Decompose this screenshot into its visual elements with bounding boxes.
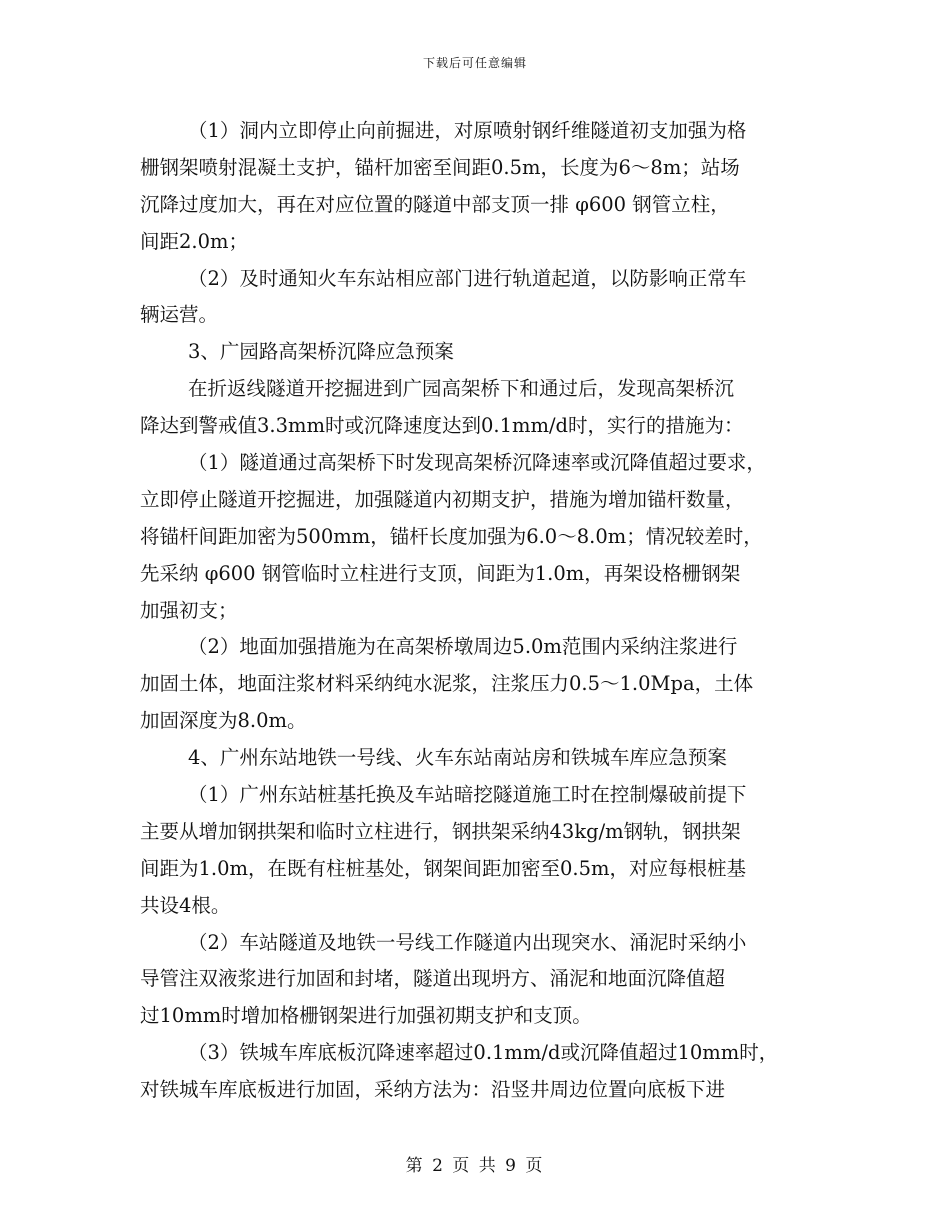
text-line: 主要从增加钢拱架和临时立柱进行，钢拱架采纳43kg/m钢轨，钢拱架 xyxy=(140,819,741,843)
text-line: （3）铁城车库底板沉降速率超过0.1mm/d或沉降值超过10mm时， xyxy=(188,1041,779,1065)
text-line: （2）地面加强措施为在高架桥墩周边5.0m范围内采纳注浆进行 xyxy=(188,635,738,659)
text-line: （1）隧道通过高架桥下时发现高架桥沉降速率或沉降值超过要求， xyxy=(188,451,766,475)
page-footer: 第 2 页 共 9 页 xyxy=(405,1156,545,1176)
text-line: 栅钢架喷射混凝土支护，锚杆加密至间距0.5m，长度为6～8m；站场 xyxy=(140,155,740,179)
text-line: 加强初支； xyxy=(140,598,238,622)
text-line: 加固土体，地面注浆材料采纳纯水泥浆，注浆压力0.5～1.0Mpa，土体 xyxy=(140,672,754,696)
text-line: 共设4根。 xyxy=(140,893,231,917)
text-line: 间距2.0m； xyxy=(140,229,249,253)
text-line: 4、广州东站地铁一号线、火车东站南站房和铁城车库应急预案 xyxy=(188,746,727,770)
text-line: （1）洞内立即停止向前掘进，对原喷射钢纤维隧道初支加强为格 xyxy=(188,119,747,142)
text-line: 在折返线隧道开挖掘进到广园高架桥下和通过后，发现高架桥沉 xyxy=(188,377,735,401)
text-line: （1）广州东站桩基托换及车站暗挖隧道施工时在控制爆破前提下 xyxy=(188,783,747,807)
text-line: 沉降过度加大，再在对应位置的隧道中部支顶一排 φ600 钢管立柱， xyxy=(140,192,730,216)
text-line: 对铁城车库底板进行加固，采纳方法为：沿竖井周边位置向底板下进 xyxy=(140,1078,726,1102)
text-line: 导管注双液浆进行加固和封堵，隧道出现坍方、涌泥和地面沉降值超 xyxy=(140,967,726,991)
text-line: （2）车站隧道及地铁一号线工作隧道内出现突水、涌泥时采纳小 xyxy=(188,930,747,954)
page-header: 下载后可任意编辑 xyxy=(422,56,527,70)
text-line: 间距为1.0m，在既有柱桩基处，钢架间距加密至0.5m，对应每根桩基 xyxy=(140,856,747,880)
text-line: 立即停止隧道开挖掘进，加强隧道内初期支护，措施为增加锚杆数量， xyxy=(140,487,745,511)
document-body xyxy=(140,113,820,1109)
text-line: 3、广园路高架桥沉降应急预案 xyxy=(188,340,454,364)
text-line: 将锚杆间距加密为500mm，锚杆长度加强为6.0～8.0m；情况较差时， xyxy=(140,524,763,548)
text-line: 降达到警戒值3.3mm时或沉降速度达到0.1mm/d时，实行的措施为： xyxy=(140,414,744,438)
text-line: 加固深度为8.0m。 xyxy=(140,709,307,733)
text-line: 先采纳 φ600 钢管临时立柱进行支顶，间距为1.0m，再架设格栅钢架 xyxy=(140,561,741,585)
text-line: 辆运营。 xyxy=(140,303,219,327)
text-line: （2）及时通知火车东站相应部门进行轨道起道，以防影响正常车 xyxy=(188,266,747,290)
text-line: 过10mm时增加格栅钢架进行加强初期支护和支顶。 xyxy=(140,1004,592,1028)
